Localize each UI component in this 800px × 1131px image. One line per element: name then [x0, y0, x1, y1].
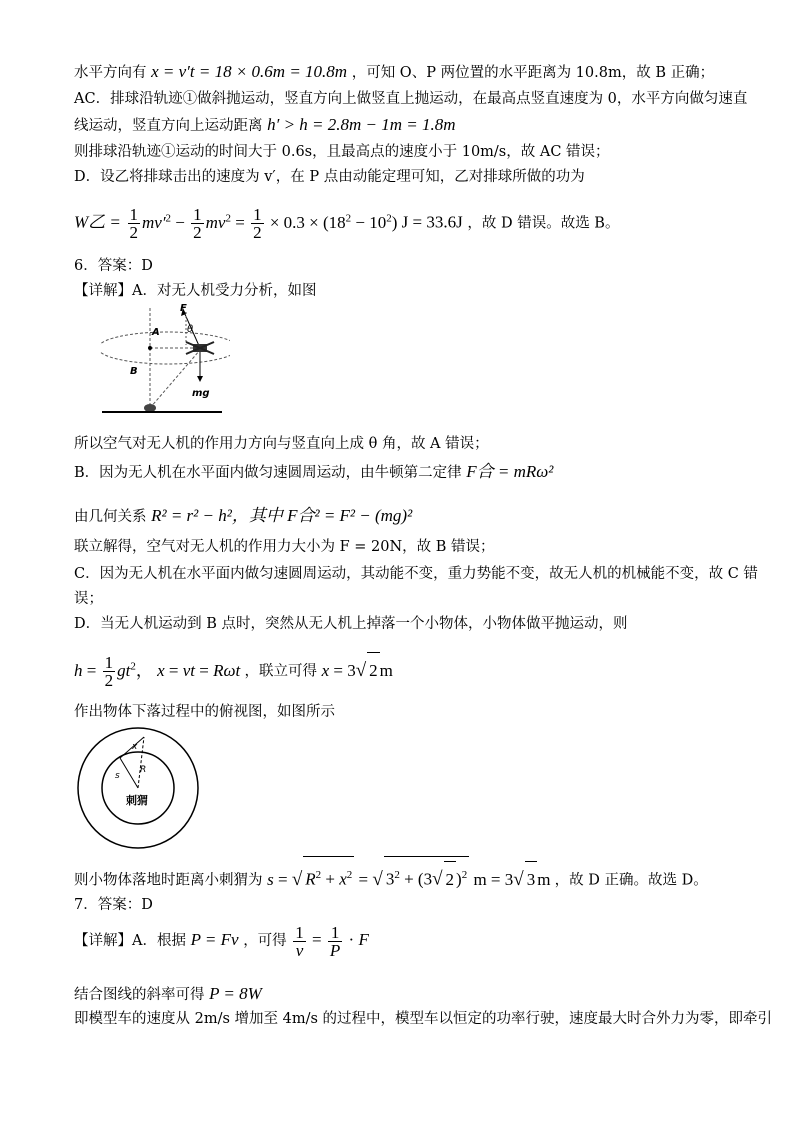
text-line: AC．排球沿轨迹①做斜抛运动，竖直方向上做竖直上抛运动，在最高点竖直速度为 0，水平方向做匀速直 — [74, 91, 748, 107]
text: 线运动，竖直方向上运动距离 — [74, 118, 263, 134]
text-line: 作出物体下落过程中的俯视图，如图所示 — [74, 704, 335, 720]
formula: x = 3√ 2 m — [322, 661, 393, 680]
text-line — [74, 115, 456, 136]
text-line: C．因为无人机在水平面内做匀速圆周运动，其动能不变，重力势能不变，故无人机的机械能不变，故 C 错 — [74, 566, 758, 582]
text-line: 所以空气对无人机的作用力方向与竖直向上成 θ 角，故 A 错误； — [74, 436, 489, 452]
formula: W乙 = — [74, 212, 121, 232]
top-view-diagram — [76, 726, 200, 850]
formula: h′ > h = 2.8m − 1m = 1.8m — [267, 115, 456, 134]
formula: x = v′t = 18 × 0.6m = 10.8m — [151, 62, 348, 81]
text-line — [74, 462, 553, 483]
label-B: B — [130, 366, 138, 377]
text-line: 则排球沿轨迹①运动的时间大于 0.6s，且最高点的速度小于 10m/s，故 AC 错误； — [74, 144, 610, 160]
label-s: s — [115, 771, 120, 781]
label-x: x — [132, 742, 138, 752]
formula: P = Fv — [190, 930, 239, 949]
formula-line — [74, 200, 619, 242]
label-mg: mg — [192, 388, 210, 399]
formula: P = 8W — [209, 984, 262, 1003]
text: ，可知 O、P 两位置的水平距离为 10.8m，故 B 正确； — [351, 65, 715, 81]
formula: F合 = mRω² — [466, 462, 554, 481]
formula: J = 33.6J — [401, 212, 463, 232]
text-line — [74, 984, 262, 1005]
formula-line — [74, 648, 393, 690]
text-line: 【详解】A．对无人机受力分析，如图 — [74, 283, 317, 299]
distance-s — [138, 737, 147, 788]
text: 水平方向有 — [74, 65, 147, 81]
formula: R² = r² − h²，其中 F合² = F² − (mg)² — [151, 506, 413, 525]
label-A: A — [152, 327, 160, 338]
text: 由几何关系 — [74, 509, 147, 525]
label-F: F — [180, 303, 187, 314]
rope-line — [150, 350, 200, 408]
text: ，故 D 正确。故选 D。 — [554, 872, 708, 889]
text-line — [74, 506, 412, 527]
text: 【详解】A．根据 — [74, 933, 186, 949]
text: ，故 D 错误。故选 B。 — [467, 215, 620, 232]
text-line: D．设乙将排球击出的速度为 v′，在 P 点由动能定理可知，乙对排球所做的功为 — [74, 169, 585, 185]
text-line: 联立解得，空气对无人机的作用力大小为 F = 20N，故 B 错误； — [74, 539, 495, 555]
text: 则小物体落地时距离小刺猬为 — [74, 872, 263, 889]
gravity-arrowhead — [197, 376, 203, 382]
formula: s = √ $R^2 + x^2$ = √ $3^2 + (3√$ 2 )$^2$ m = 3√ 3 m — [267, 870, 555, 889]
text-line — [74, 62, 714, 83]
text-line: 误； — [74, 591, 103, 607]
hedgehog-icon — [144, 404, 156, 412]
drone-force-diagram — [100, 300, 230, 422]
radius-R — [120, 758, 138, 788]
formula-body: $\frac{1}{2}$ $mv'^2$ − $\frac{1}{2}$ $mv^2$ = $\frac{1}{2}$ × $0.3 \times (18^2 - 10^2)$ — [129, 205, 402, 243]
formula-line — [74, 856, 708, 899]
text-line: D．当无人机运动到 B 点时，突然从无人机上掉落一个小物体，小物体做平抛运动，则 — [74, 616, 628, 632]
text-line: 即模型车的速度从 2m/s 增加至 4m/s 的过程中，模型车以恒定的功率行驶，速度最大时合外力为零，即牵引 — [74, 1011, 773, 1027]
label-R: R — [140, 765, 147, 775]
label-theta: θ — [187, 324, 194, 335]
formula: h = $\frac{1}{2}$ $gt^2$， x = vt = Rωt — [74, 653, 241, 691]
center-dot — [148, 346, 152, 350]
formula-line — [74, 922, 369, 959]
answer-heading: 7．答案：D — [74, 897, 153, 913]
text: 结合图线的斜率可得 — [74, 987, 205, 1003]
label-hedgehog: 刺猬 — [126, 794, 148, 807]
text: ，可得 — [243, 933, 287, 949]
text: ，联立可得 — [244, 663, 317, 680]
text: B．因为无人机在水平面内做匀速圆周运动，由牛顿第二定律 — [74, 465, 462, 481]
formula: $\frac{1}{v}$ = $\frac{1}{P}$ · F — [295, 922, 369, 960]
answer-heading: 6．答案：D — [74, 258, 153, 274]
